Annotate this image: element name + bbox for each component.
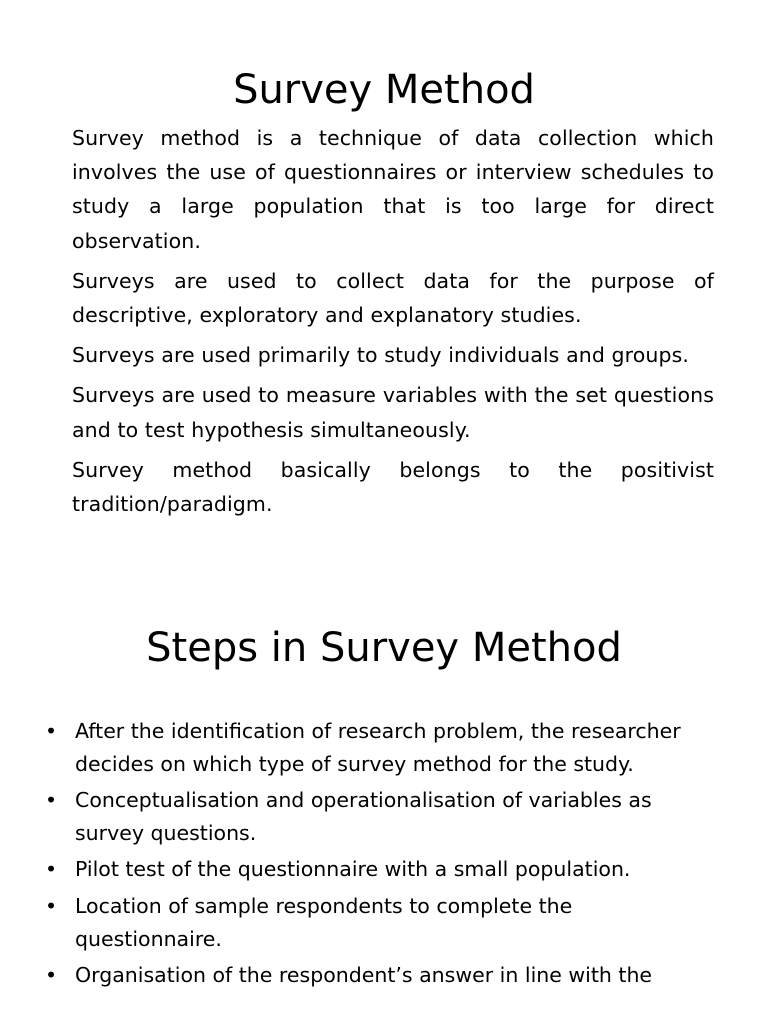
paragraph-units: Surveys are used primarily to study individuals and groups. (72, 343, 689, 368)
bullet-icon: • (44, 788, 58, 813)
paragraph-definition: Survey method is a technique of data collection which involves the use of questionnaires or interview schedules to study a large population that is too large for direct observation. (72, 126, 714, 253)
bullet-icon: • (44, 719, 58, 743)
list-item (0, 959, 768, 992)
paragraph-paradigm: Survey method basically belongs to the positivist tradition/paradigm. (72, 457, 714, 517)
list-item-text: After the identification of research problem, the researcher decides on which type of survey method for the study. (75, 719, 681, 776)
survey-method-title: Survey Method (233, 67, 535, 113)
survey-method-paragraphs (72, 121, 714, 527)
paragraph-measurement: Surveys are used to measure variables with the set questions and to test hypothesis simultaneously. (72, 383, 714, 442)
paragraph-purpose: Surveys are used to collect data for the purpose of descriptive, exploratory and explanatory studies. (72, 268, 714, 328)
list-item (0, 715, 768, 780)
list-item-text: Conceptualisation and operationalisation of variables as survey questions. (75, 788, 652, 845)
steps-list (0, 715, 768, 996)
list-item (0, 784, 768, 849)
bullet-icon: • (44, 893, 58, 918)
list-item-text: Pilot test of the questionnaire with a small population. (75, 857, 631, 882)
list-item (0, 890, 768, 955)
bullet-icon: • (44, 857, 58, 882)
list-item (0, 853, 768, 886)
list-item-text: Location of sample respondents to complete the questionnaire. (75, 893, 573, 951)
steps-title: Steps in Survey Method (146, 625, 622, 671)
bullet-icon: • (44, 963, 58, 988)
list-item-text: Organisation of the respondent’s answer in line with the (75, 963, 653, 988)
